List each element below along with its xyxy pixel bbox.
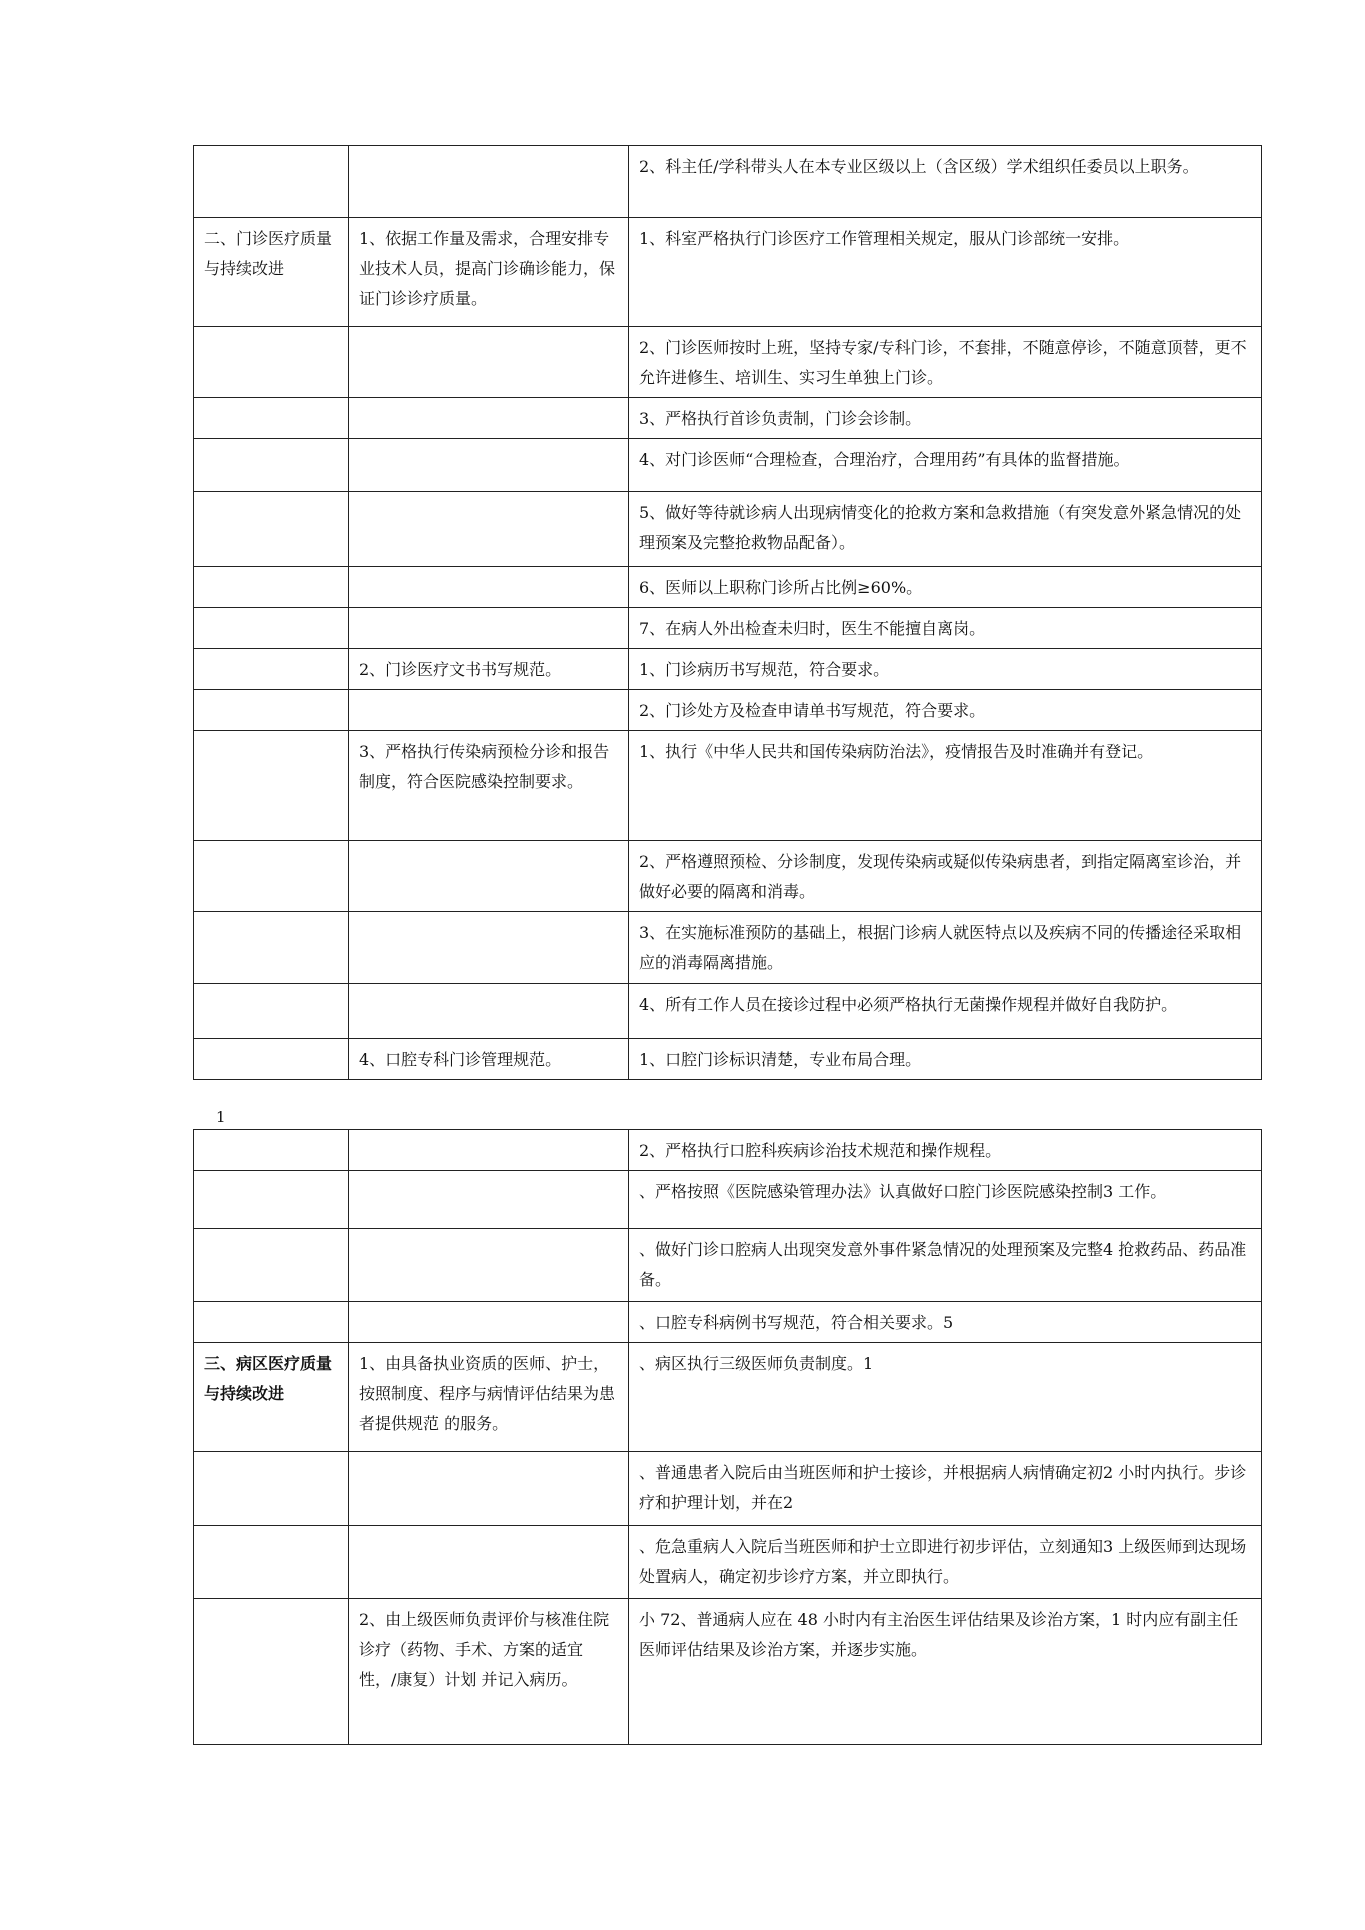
section-cell — [194, 731, 349, 841]
section-cell — [194, 398, 349, 439]
standard-cell: 6、医师以上职称门诊所占比例≥60%。 — [629, 567, 1262, 608]
requirement-cell — [349, 690, 629, 731]
standard-cell: 小 72、普通病人应在 48 小时内有主治医生评估结果及诊治方案，1 时内应有副主任医师评估结果及诊治方案，并逐步实施。 — [629, 1599, 1262, 1745]
requirement-cell — [349, 327, 629, 398]
section-cell — [194, 1171, 349, 1229]
table-row — [194, 1039, 1262, 1080]
section-cell — [194, 912, 349, 984]
section-cell — [194, 1229, 349, 1302]
requirement-cell — [349, 608, 629, 649]
table-row — [194, 841, 1262, 912]
section-cell — [194, 1130, 349, 1171]
table-row — [194, 398, 1262, 439]
section-cell — [194, 567, 349, 608]
standard-cell: 2、门诊医师按时上班，坚持专家/专科门诊，不套排，不随意停诊，不随意顶替，更不允许进修生、培训生、实习生单独上门诊。 — [629, 327, 1262, 398]
table-row — [194, 1343, 1262, 1452]
standard-cell: 2、科主任/学科带头人在本专业区级以上（含区级）学术组织任委员以上职务。 — [629, 146, 1262, 218]
section-cell — [194, 146, 349, 218]
requirement-cell — [349, 146, 629, 218]
section-cell — [194, 690, 349, 731]
table-row — [194, 218, 1262, 327]
standard-cell: 、病区执行三级医师负责制度。1 — [629, 1343, 1262, 1452]
section-cell — [194, 608, 349, 649]
requirement-cell — [349, 1526, 629, 1599]
table-row — [194, 439, 1262, 492]
table-row — [194, 1229, 1262, 1302]
section-cell — [194, 492, 349, 567]
requirement-cell: 4、口腔专科门诊管理规范。 — [349, 1039, 629, 1080]
table-row — [194, 146, 1262, 218]
section-cell — [194, 1526, 349, 1599]
standard-cell: 1、口腔门诊标识清楚，专业布局合理。 — [629, 1039, 1262, 1080]
table-row — [194, 1302, 1262, 1343]
page-number: 1 — [216, 1108, 226, 1126]
table-row — [194, 327, 1262, 398]
section-cell — [194, 1039, 349, 1080]
requirement-cell: 2、门诊医疗文书书写规范。 — [349, 649, 629, 690]
requirement-cell — [349, 398, 629, 439]
table-row — [194, 1526, 1262, 1599]
standard-cell: 3、在实施标准预防的基础上，根据门诊病人就医特点以及疾病不同的传播途径采取相应的消毒隔离措施。 — [629, 912, 1262, 984]
section-cell — [194, 649, 349, 690]
requirement-cell — [349, 1302, 629, 1343]
standard-cell: 2、严格执行口腔科疾病诊治技术规范和操作规程。 — [629, 1130, 1262, 1171]
requirement-cell — [349, 841, 629, 912]
standard-cell: 4、对门诊医师“合理检查，合理治疗，合理用药”有具体的监督措施。 — [629, 439, 1262, 492]
standard-cell: 1、执行《中华人民共和国传染病防治法》，疫情报告及时准确并有登记。 — [629, 731, 1262, 841]
standard-cell: 7、在病人外出检查未归时，医生不能擅自离岗。 — [629, 608, 1262, 649]
section-cell — [194, 1599, 349, 1745]
requirement-cell — [349, 1130, 629, 1171]
standard-cell: 1、科室严格执行门诊医疗工作管理相关规定，服从门诊部统一安排。 — [629, 218, 1262, 327]
requirement-cell — [349, 439, 629, 492]
standard-cell: 5、做好等待就诊病人出现病情变化的抢救方案和急救措施（有突发意外紧急情况的处理预案及完整抢救物品配备）。 — [629, 492, 1262, 567]
table-row — [194, 567, 1262, 608]
standard-cell: 、做好门诊口腔病人出现突发意外事件紧急情况的处理预案及完整4 抢救药品、药品准备。 — [629, 1229, 1262, 1302]
section-cell — [194, 841, 349, 912]
standard-cell: 、普通患者入院后由当班医师和护士接诊，并根据病人病情确定初2 小时内执行。步诊疗和护理计划，并在2 — [629, 1452, 1262, 1526]
standard-cell: 2、门诊处方及检查申请单书写规范，符合要求。 — [629, 690, 1262, 731]
table-row — [194, 912, 1262, 984]
requirement-cell: 1、由具备执业资质的医师、护士，按照制度、程序与病情评估结果为患者提供规范 的服务。 — [349, 1343, 629, 1452]
section-cell — [194, 1302, 349, 1343]
quality-table-page2 — [193, 1129, 1262, 1745]
standard-cell: 3、严格执行首诊负责制，门诊会诊制。 — [629, 398, 1262, 439]
section-cell: 三、病区医疗质量与持续改进 — [194, 1343, 349, 1452]
requirement-cell — [349, 912, 629, 984]
table-row — [194, 984, 1262, 1039]
requirement-cell — [349, 984, 629, 1039]
table-row — [194, 1452, 1262, 1526]
requirement-cell: 3、严格执行传染病预检分诊和报告制度，符合医院感染控制要求。 — [349, 731, 629, 841]
standard-cell: 、口腔专科病例书写规范，符合相关要求。5 — [629, 1302, 1262, 1343]
requirement-cell: 1、依据工作量及需求，合理安排专业技术人员，提高门诊确诊能力，保证门诊诊疗质量。 — [349, 218, 629, 327]
standard-cell: 4、所有工作人员在接诊过程中必须严格执行无菌操作规程并做好自我防护。 — [629, 984, 1262, 1039]
section-cell — [194, 1452, 349, 1526]
table-row — [194, 1130, 1262, 1171]
table-row — [194, 608, 1262, 649]
table-row — [194, 649, 1262, 690]
table-row — [194, 731, 1262, 841]
standard-cell: 1、门诊病历书写规范，符合要求。 — [629, 649, 1262, 690]
requirement-cell — [349, 1452, 629, 1526]
requirement-cell — [349, 1229, 629, 1302]
requirement-cell — [349, 1171, 629, 1229]
requirement-cell: 2、由上级医师负责评价与核准住院诊疗（药物、手术、方案的适宜性，/康复）计划 并记入病历。 — [349, 1599, 629, 1745]
section-cell — [194, 984, 349, 1039]
table-row — [194, 492, 1262, 567]
requirement-cell — [349, 492, 629, 567]
standard-cell: 2、严格遵照预检、分诊制度，发现传染病或疑似传染病患者，到指定隔离室诊治，并做好必要的隔离和消毒。 — [629, 841, 1262, 912]
table-row — [194, 1599, 1262, 1745]
quality-table-page1 — [193, 145, 1262, 1080]
table-row — [194, 690, 1262, 731]
standard-cell: 、严格按照《医院感染管理办法》认真做好口腔门诊医院感染控制3 工作。 — [629, 1171, 1262, 1229]
section-cell — [194, 327, 349, 398]
standard-cell: 、危急重病人入院后当班医师和护士立即进行初步评估，立刻通知3 上级医师到达现场处置病人，确定初步诊疗方案，并立即执行。 — [629, 1526, 1262, 1599]
requirement-cell — [349, 567, 629, 608]
section-cell — [194, 439, 349, 492]
section-cell: 二、门诊医疗质量与持续改进 — [194, 218, 349, 327]
table-row — [194, 1171, 1262, 1229]
